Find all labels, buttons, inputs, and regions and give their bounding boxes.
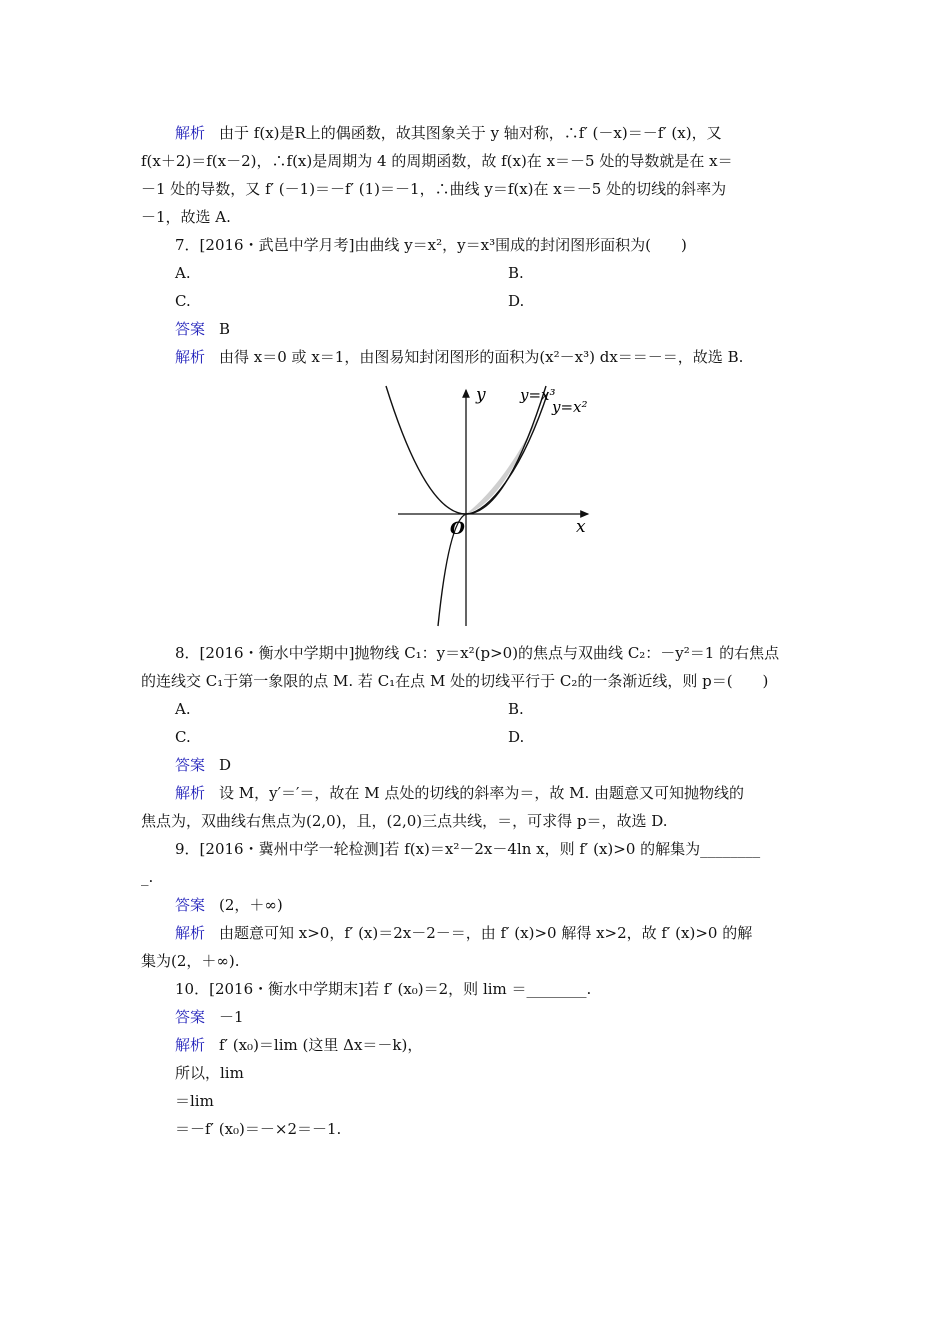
q8-option-c: C. <box>175 728 191 746</box>
q6-solution-line-2: f(x＋2)＝f(x－2)，∴f(x)是周期为 4 的周期函数，故 f(x)在 x＝－5 处的导数就是在 x＝ <box>141 152 733 170</box>
q8-option-a: A. <box>175 700 191 718</box>
q8-option-d: D. <box>508 728 525 746</box>
q7-stem: 7．[2016・武邑中学月考]由曲线 y＝x²，y＝x³围成的封闭图形面积为( ) <box>175 236 687 254</box>
q9-solution-line-2: 集为(2，＋∞). <box>141 952 240 970</box>
q10-stem: 10．[2016・衡水中学期末]若 f′ (x₀)＝2，则 lim ＝________. <box>175 980 592 998</box>
origin-label: O <box>450 519 465 539</box>
q7-solution <box>175 347 743 367</box>
q9-solution-text-1: 由题意可知 x>0，f′ (x)＝2x－2－＝，由 f′ (x)>0 解得 x>2，故 f′ (x)>0 的解 <box>219 924 753 942</box>
answer-label: 答案 <box>175 896 206 914</box>
q7-option-a: A. <box>175 264 191 282</box>
solution-label: 解析 <box>175 124 206 142</box>
q9-stem-line-2: _. <box>141 868 154 886</box>
q7-answer-value: B <box>219 320 231 338</box>
q7-solution-text: 由得 x＝0 或 x＝1，由图易知封闭图形的面积为(x²－x³) dx＝＝－＝，故选 B. <box>219 348 744 366</box>
solution-label: 解析 <box>175 1036 206 1054</box>
cubic-label: y=x³ <box>520 386 556 404</box>
q9-solution-line-1 <box>175 923 752 943</box>
q10-solution-line-4: ＝－f′ (x₀)＝－×2＝－1. <box>175 1120 342 1138</box>
curves-figure <box>376 378 608 628</box>
q8-solution-line-2: 焦点为，双曲线右焦点为(2,0)，且，(2,0)三点共线，＝，可求得 p＝，故选 D. <box>141 812 668 830</box>
solution-label: 解析 <box>175 784 206 802</box>
q9-stem-line-1: 9．[2016・冀州中学一轮检测]若 f(x)＝x²－2x－4ln x，则 f′ (x)>0 的解集为________ <box>175 840 761 858</box>
q8-answer <box>175 755 231 775</box>
q9-answer-value: (2，＋∞) <box>219 896 283 914</box>
q10-answer-value: －1 <box>219 1008 244 1026</box>
answer-label: 答案 <box>175 1008 206 1026</box>
answer-label: 答案 <box>175 756 206 774</box>
solution-label: 解析 <box>175 348 206 366</box>
answer-label: 答案 <box>175 320 206 338</box>
q10-answer <box>175 1007 244 1027</box>
q7-option-b: B. <box>508 264 524 282</box>
q7-answer <box>175 319 230 339</box>
q8-stem-line-2: 的连线交 C₁于第一象限的点 M. 若 C₁在点 M 处的切线平行于 C₂的一条渐近线，则 p＝( ) <box>141 672 769 690</box>
q8-solution-line-1 <box>175 783 744 803</box>
y-axis-label: y <box>476 385 486 405</box>
parabola-label: y=x² <box>552 398 588 416</box>
q10-solution-text-1: f′ (x₀)＝lim (这里 Δx＝－k)， <box>219 1036 423 1054</box>
curves-plot <box>376 378 608 628</box>
solution-label: 解析 <box>175 924 206 942</box>
q8-stem-line-1: 8．[2016・衡水中学期中]抛物线 C₁：y＝x²(p>0)的焦点与双曲线 C₂：－y²＝1 的右焦点 <box>175 644 780 662</box>
q10-solution-line-1 <box>175 1035 422 1055</box>
q7-option-d: D. <box>508 292 525 310</box>
q8-answer-value: D <box>219 756 232 774</box>
q6-solution-line-1 <box>175 123 722 143</box>
q6-solution-line-4: －1，故选 A. <box>141 208 231 226</box>
q10-solution-line-2: 所以，lim <box>175 1064 244 1082</box>
q8-solution-text-1: 设 M，y′＝′＝，故在 M 点处的切线的斜率为＝，故 M. 由题意又可知抛物线的 <box>219 784 744 802</box>
q6-solution-text-1: 由于 f(x)是R上的偶函数，故其图象关于 y 轴对称，∴f′ (－x)＝－f′ (x)，又 <box>219 124 722 142</box>
shaded-region <box>466 417 538 514</box>
q9-answer <box>175 895 283 915</box>
q6-solution-line-3: －1 处的导数，又 f′ (－1)＝－f′ (1)＝－1，∴曲线 y＝f(x)在 x＝－5 处的切线的斜率为 <box>141 180 727 198</box>
q8-option-b: B. <box>508 700 524 718</box>
x-axis-label: x <box>576 517 586 537</box>
q7-option-c: C. <box>175 292 191 310</box>
q10-solution-line-3: ＝lim <box>175 1092 214 1110</box>
